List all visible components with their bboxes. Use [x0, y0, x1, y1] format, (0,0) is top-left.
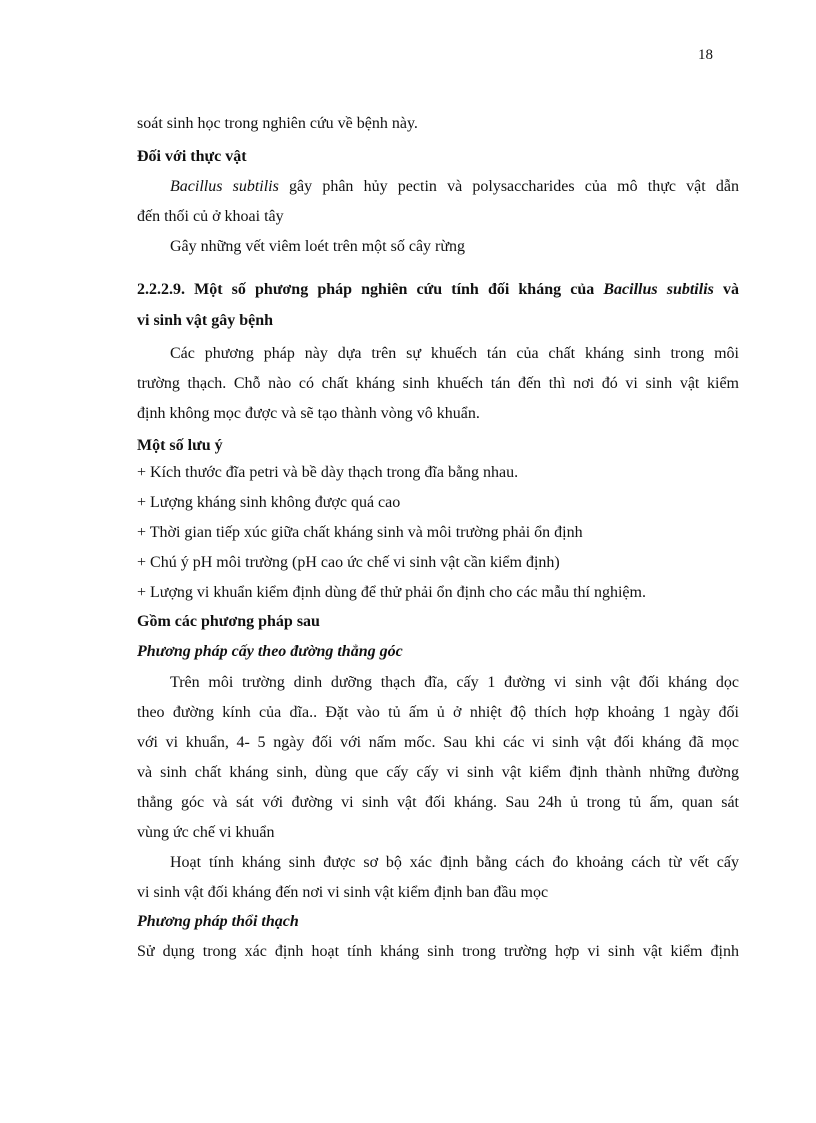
list-item: + Lượng kháng sinh không được quá cao [137, 494, 401, 511]
list-item: + Kích thước đĩa petri và bề dày thạch trong đĩa bằng nhau. [137, 464, 519, 481]
method-title: Phương pháp thổi thạch [137, 913, 299, 930]
body-line: định không mọc được và sẽ tạo thành vòng vô khuẩn. [137, 405, 480, 422]
body-line: Gây những vết viêm loét trên một số cây rừng [170, 238, 466, 255]
body-line: Sử dụng trong xác định hoạt tính kháng sinh trong trường hợp vi sinh vật kiểm định [137, 943, 739, 960]
body-line: Hoạt tính kháng sinh được sơ bộ xác định bằng cách đo khoảng cách từ vết cấy [170, 854, 739, 871]
section-heading [137, 281, 739, 299]
body-line: thẳng góc và sát với đường vi sinh vật đối kháng. Sau 24h ủ trong tủ ấm, quan sát [137, 794, 739, 811]
body-line: vi sinh vật đối kháng đến nơi vi sinh vật kiểm định ban đầu mọc [137, 884, 549, 901]
page-number: 18 [698, 47, 713, 63]
species-name: Bacillus subtilis [603, 281, 714, 298]
body-line [170, 178, 739, 196]
body-line: và sinh chất kháng sinh, dùng que cấy cấy vi sinh vật kiểm định thành những đường [137, 764, 739, 781]
body-line: soát sinh học trong nghiên cứu về bệnh này. [137, 115, 418, 132]
heading-text: 2.2.2.9. Một số phương pháp nghiên cứu tính đối kháng của [137, 281, 604, 298]
section-heading-cont: vi sinh vật gây bệnh [137, 312, 274, 329]
species-name: Bacillus subtilis [170, 178, 279, 195]
list-item: + Lượng vi khuẩn kiểm định dùng để thử phải ổn định cho các mẫu thí nghiệm. [137, 584, 646, 601]
body-text: gây phân hủy pectin và polysaccharides của mô thực vật dẫn [278, 178, 740, 195]
body-line: vùng ức chế vi khuẩn [137, 824, 275, 841]
list-item: + Thời gian tiếp xúc giữa chất kháng sinh và môi trường phải ổn định [137, 524, 583, 541]
subheading-plants: Đối với thực vật [137, 148, 247, 165]
subheading-methods: Gồm các phương pháp sau [137, 613, 320, 630]
list-item: + Chú ý pH môi trường (pH cao ức chế vi sinh vật cần kiểm định) [137, 554, 560, 571]
body-line: Trên môi trường dinh dưỡng thạch đĩa, cấy 1 đường vi sinh vật đối kháng dọc [170, 674, 739, 691]
body-line: Các phương pháp này dựa trên sự khuếch tán của chất kháng sinh trong môi [170, 345, 739, 362]
body-line: theo đường kính của dĩa.. Đặt vào tủ ấm ủ ở nhiệt độ thích hợp khoảng 1 ngày đối [137, 704, 739, 721]
body-line: với vi khuẩn, 4- 5 ngày đối với nấm mốc. Sau khi các vi sinh vật đối kháng đã mọc [137, 734, 739, 751]
method-title: Phương pháp cấy theo đường thẳng góc [137, 643, 403, 660]
body-line: trường thạch. Chỗ nào có chất kháng sinh khuếch tán đến thì nơi đó vi sinh vật kiểm [137, 375, 739, 392]
heading-text: và [713, 281, 740, 298]
subheading-notes: Một số lưu ý [137, 437, 223, 454]
body-line: đến thối củ ở khoai tây [137, 208, 284, 225]
